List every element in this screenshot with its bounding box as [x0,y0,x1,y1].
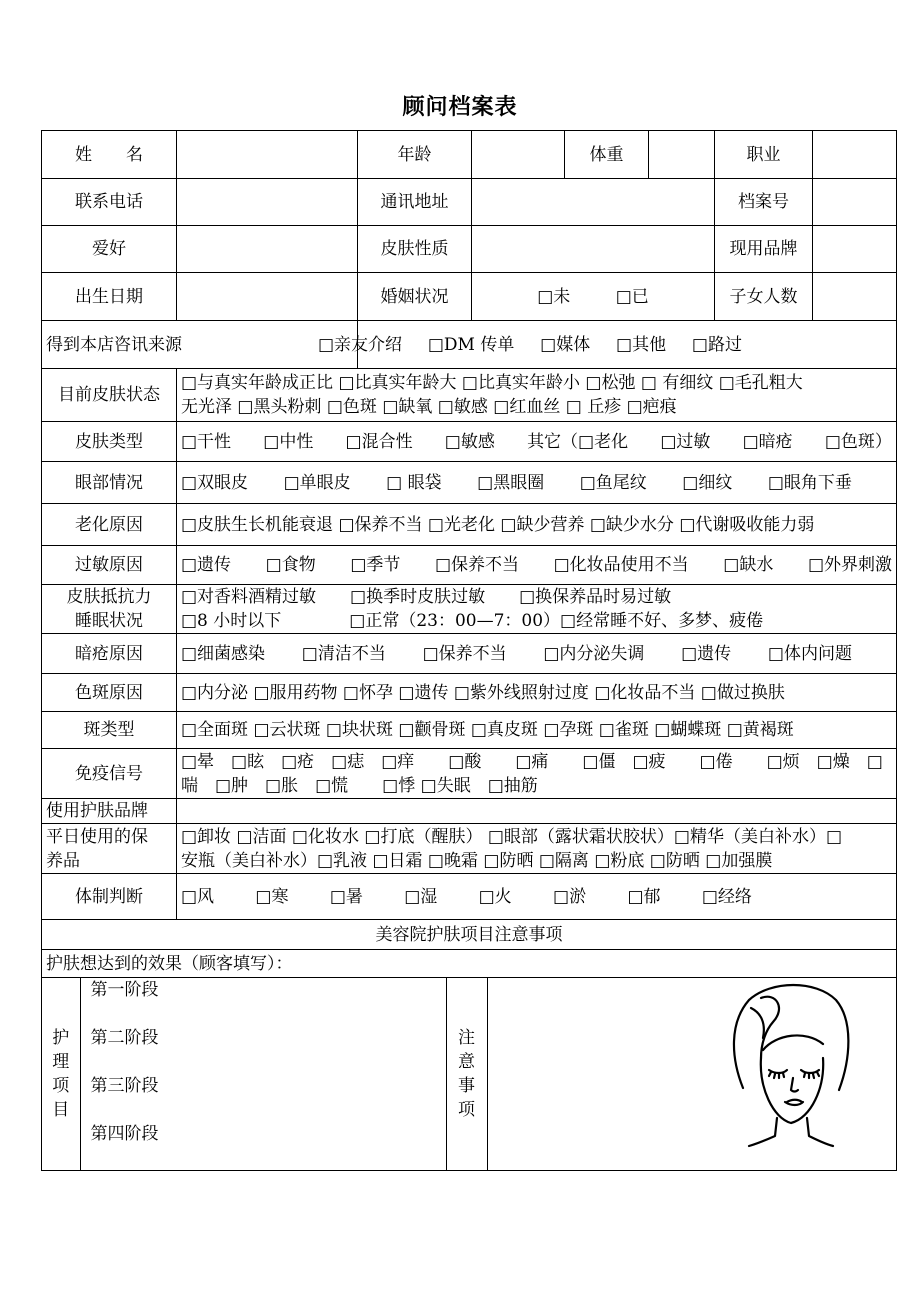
allergy-option[interactable]: □遗传 [181,555,232,575]
care-label-char: 目 [52,1100,70,1120]
notes-label [446,978,487,1170]
children-label: 子女人数 [715,273,813,321]
eyes-label: 眼部情况 [42,462,177,504]
skin-type-options [177,422,897,462]
care-plan-table [42,978,896,1170]
skin-type-label: 皮肤类型 [42,422,177,462]
eyes-option[interactable]: □单眼皮 [283,472,351,493]
consultant-form [41,130,897,1171]
name-label: 姓 名 [42,131,177,179]
skin-nature-label: 皮肤性质 [358,226,472,273]
address-label: 通讯地址 [358,179,472,226]
acne-label: 暗疮原因 [42,634,177,674]
phone-field[interactable] [177,179,358,226]
sleep-label: 睡眠状况 [75,611,143,631]
marriage-options [472,273,715,321]
source-options [318,321,897,369]
source-option[interactable]: □DM 传单 [427,334,515,355]
eyes-option[interactable]: □ 眼袋 [386,472,442,493]
skin-nature-field[interactable] [472,226,715,273]
allergy-option[interactable]: □外界刺激 [807,555,892,575]
daily-label [42,824,177,874]
allergy-options [177,546,897,585]
care-label-char: 理 [52,1052,70,1072]
skin-type-option[interactable]: □混合性 [345,431,413,452]
immune-label: 免疫信号 [42,749,177,799]
marriage-option-married[interactable]: □已 [615,286,649,307]
stage-1: 第一阶段 [90,980,159,1000]
constitution-options [177,874,897,920]
constitution-option[interactable]: □风 [181,886,215,907]
brand-now-field[interactable] [813,226,897,273]
skin-state-line: □与真实年龄成正比 □比真实年龄大 □比真实年龄小 □松弛 □ 有细纹 □毛孔粗大 [181,373,803,393]
marriage-option-unmarried[interactable]: □未 [537,286,571,307]
notes-area[interactable] [487,978,896,1170]
daily-label-line: 平日使用的保 [46,826,148,847]
source-option[interactable]: □亲友介绍 [318,334,403,355]
face-illustration [721,978,861,1146]
notes-label-char: 事 [458,1076,475,1096]
daily-options[interactable] [177,824,897,874]
care-items-label [42,978,80,1170]
care-label-char: 护 [52,1028,70,1048]
allergy-option[interactable]: □食物 [265,555,316,575]
constitution-option[interactable]: □火 [478,886,512,907]
skin-state-line: 无光泽 □黑头粉刺 □色斑 □缺氧 □敏感 □红血丝 □ 丘疹 □疤痕 [181,397,677,417]
resist-sleep-options[interactable] [177,585,897,634]
care-label-char: 项 [52,1076,70,1096]
job-label: 职业 [715,131,813,179]
acne-option[interactable]: □体内问题 [767,643,852,664]
source-label [42,321,358,369]
eyes-option[interactable]: □双眼皮 [181,472,249,493]
eyes-option[interactable]: □黑眼圈 [477,472,545,493]
skin-type-option[interactable]: □暗疮 [742,431,793,452]
birth-label: 出生日期 [42,273,177,321]
source-label-text: 得到本店咨讯来源 [46,334,182,355]
immune-line: □晕 □眩 □疮 □痣 □痒 □酸 □痛 □僵 □疲 □倦 □烦 □燥 □ [181,751,883,772]
care-plan [42,978,897,1171]
allergy-option[interactable]: □缺水 [723,555,774,575]
allergy-option[interactable]: □季节 [350,555,401,575]
constitution-option[interactable]: □郁 [627,886,661,907]
eyes-option[interactable]: □眼角下垂 [767,472,852,493]
notes-label-char: 意 [458,1052,475,1072]
stage-2: 第二阶段 [90,1028,159,1048]
children-field[interactable] [813,273,897,321]
acne-option[interactable]: □保养不当 [422,643,507,664]
spot-cause-label: 色斑原因 [42,674,177,712]
eyes-options [177,462,897,504]
resist-line: □对香料酒精过敏 □换季时皮肤过敏 □换保养品时易过敏 [181,587,672,607]
allergy-option[interactable]: □保养不当 [434,555,520,575]
spot-type-label: 斑类型 [42,712,177,749]
acne-option[interactable]: □遗传 [681,643,732,664]
weight-label: 体重 [565,131,649,179]
skin-state-options[interactable] [177,369,897,422]
spot-cause-options[interactable]: □内分泌 □服用药物 □怀孕 □遗传 □紫外线照射过度 □化妆品不当 □做过换肤 [177,674,897,712]
page-title: 顾问档案表 [402,94,518,120]
constitution-option[interactable]: □寒 [255,886,289,907]
immune-line: 喘 □肿 □胀 □慌 □悸 □失眠 □抽筋 [181,775,538,796]
weight-field[interactable] [649,131,715,179]
care-stages[interactable] [80,978,446,1170]
phone-label: 联系电话 [42,179,177,226]
brand-field[interactable] [177,799,897,824]
daily-label-line: 养品 [46,850,80,871]
acne-option[interactable]: □清洁不当 [301,643,386,664]
skin-type-option[interactable]: □干性 [181,431,232,452]
name-field[interactable] [177,131,358,179]
resist-label: 皮肤抵抗力 [66,587,152,607]
constitution-option[interactable]: □湿 [404,886,438,907]
acne-options [177,634,897,674]
skin-type-option[interactable]: □过敏 [660,431,711,452]
sleep-line: □8 小时以下 □正常（23：00—7：00）□经常睡不好、多梦、疲倦 [181,611,764,631]
brand-now-label: 现用品牌 [715,226,813,273]
source-option[interactable]: □路过 [691,334,742,355]
daily-line: 安瓶（美白补水）□乳液 □日霜 □晚霜 □防晒 □隔离 □粉底 □防晒 □加强膜 [181,850,773,871]
resist-sleep-label [42,585,177,634]
spot-type-options[interactable]: □全面斑 □云状斑 □块状斑 □颧骨斑 □真皮斑 □孕斑 □雀斑 □蝴蝶斑 □黄褐斑 [177,712,897,749]
marriage-label: 婚姻状况 [358,273,472,321]
age-label: 年龄 [358,131,472,179]
constitution-option[interactable]: □经络 [701,886,752,907]
brand-label: 使用护肤品牌 [42,799,177,824]
allergy-option[interactable]: □化妆品使用不当 [553,555,689,575]
acne-option[interactable]: □细菌感染 [181,643,266,664]
eyes-option[interactable]: □细纹 [682,472,733,493]
constitution-option[interactable]: □淤 [553,886,587,907]
source-option[interactable]: □媒体 [540,334,591,355]
notes-label-char: 注 [458,1028,475,1048]
eyes-option[interactable]: □鱼尾纹 [579,472,647,493]
hobby-field[interactable] [177,226,358,273]
address-field[interactable] [472,179,715,226]
age-field[interactable] [472,131,565,179]
file-no-field[interactable] [813,179,897,226]
effect-field[interactable]: 护肤想达到的效果（顾客填写）： [42,950,897,978]
birth-field[interactable] [177,273,358,321]
daily-line: □卸妆 □洁面 □化妆水 □打底（醒肤） □眼部（露状霜状胶状）□精华（美白补水）□ [181,826,843,847]
stage-4: 第四阶段 [90,1124,159,1144]
skin-type-option[interactable]: □色斑） [824,431,892,452]
notes-label-char: 项 [458,1100,475,1120]
skin-type-option[interactable]: □敏感 [444,431,495,452]
file-no-label: 档案号 [715,179,813,226]
hobby-label: 爱好 [42,226,177,273]
allergy-label: 过敏原因 [42,546,177,585]
skin-type-option[interactable]: □中性 [263,431,314,452]
skin-state-label: 目前皮肤状态 [42,369,177,422]
aging-options[interactable]: □皮肤生长机能衰退 □保养不当 □光老化 □缺少营养 □缺少水分 □代谢吸收能力弱 [177,504,897,546]
skin-type-option[interactable]: 其它（□老化 [527,431,629,452]
acne-option[interactable]: □内分泌失调 [543,643,645,664]
immune-options[interactable] [177,749,897,799]
stage-3: 第三阶段 [90,1076,159,1096]
job-field[interactable] [813,131,897,179]
aging-label: 老化原因 [42,504,177,546]
source-option[interactable]: □其他 [616,334,667,355]
constitution-option[interactable]: □暑 [329,886,363,907]
constitution-label: 体制判断 [42,874,177,920]
notes-header: 美容院护肤项目注意事项 [42,920,897,950]
